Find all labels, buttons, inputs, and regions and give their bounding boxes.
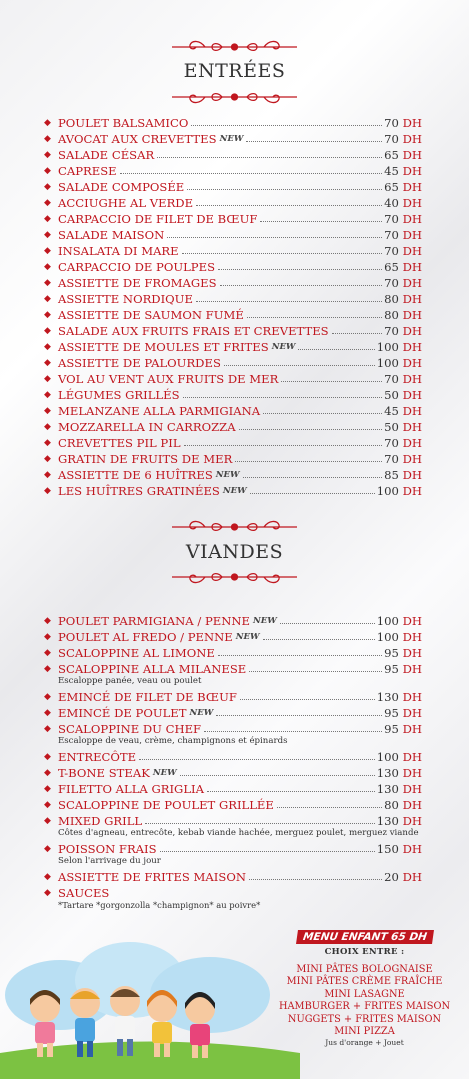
diamond-bullet-icon: ◆ — [44, 214, 51, 224]
menu-item-name: MELANZANE ALLA PARMIGIANA — [58, 404, 261, 418]
menu-item-price: 20 DH — [384, 870, 422, 884]
menu-item-name: LES HUÎTRES GRATINÉES — [58, 484, 220, 498]
dot-leader — [277, 807, 382, 808]
menu-item-name: ASSIETTE DE FROMAGES — [58, 276, 217, 290]
dot-leader — [145, 823, 375, 824]
diamond-bullet-icon: ◆ — [44, 358, 51, 368]
menu-item-price: 85 DH — [384, 468, 422, 482]
menu-item-name: EMINCÉ DE FILET DE BŒUF — [58, 690, 237, 704]
menu-item-price: 150 DH — [376, 842, 422, 856]
sauces-note: *Tartare *gorgonzolla *champignon* au poivre* — [58, 900, 261, 910]
menu-item — [44, 226, 422, 242]
dot-leader — [184, 445, 383, 446]
menu-item-description: Côtes d'agneau, entrecôte, kebab viande hachée, merguez poulet, merguez viande — [58, 828, 419, 838]
kids-menu-item: MINI PIZZA — [334, 1026, 395, 1038]
menu-item-name: ASSIETTE DE PALOURDES — [58, 356, 221, 370]
menu-item-name: POULET BALSAMICO — [58, 116, 189, 130]
new-badge: NEW — [235, 632, 260, 642]
diamond-bullet-icon: ◆ — [44, 816, 51, 826]
diamond-bullet-icon: ◆ — [44, 708, 51, 718]
menu-item-price: 65 DH — [384, 260, 422, 274]
menu-item-price: 70 DH — [384, 212, 422, 226]
menu-item — [44, 482, 422, 498]
menu-item-price: 130 DH — [376, 690, 422, 704]
kids-menu — [272, 925, 457, 1047]
menu-item-price: 95 DH — [384, 646, 422, 660]
menu-item-name: SAUCES — [58, 886, 110, 900]
diamond-bullet-icon: ◆ — [44, 230, 51, 240]
menu-item-name: ENTRECÔTE — [58, 750, 137, 764]
menu-item — [44, 796, 422, 812]
menu-item-name: GRATIN DE FRUITS DE MER — [58, 452, 233, 466]
menu-item — [44, 466, 422, 482]
diamond-bullet-icon: ◆ — [44, 422, 51, 432]
kids-menu-item: MINI PÂTES BOLOGNAISE — [296, 964, 433, 975]
menu-item — [44, 688, 422, 704]
menu-item-price: 130 DH — [376, 814, 422, 828]
menu-item — [44, 210, 422, 226]
dot-leader — [249, 879, 382, 880]
menu-item-price: 95 DH — [384, 722, 422, 736]
diamond-bullet-icon: ◆ — [44, 182, 51, 192]
new-badge: NEW — [189, 708, 214, 718]
kids-menu-item: MINI LASAGNE — [324, 988, 405, 1000]
viandes-list — [44, 612, 422, 911]
menu-item-price: 100 DH — [376, 340, 422, 354]
menu-item — [44, 370, 422, 386]
kids-illustration — [0, 935, 300, 1079]
menu-item — [44, 704, 422, 720]
dot-leader — [207, 791, 375, 792]
menu-item-name: SCALOPPINE DU CHEF — [58, 722, 202, 736]
new-badge: NEW — [222, 486, 247, 496]
diamond-bullet-icon: ◆ — [44, 784, 51, 794]
diamond-bullet-icon: ◆ — [44, 648, 51, 658]
menu-item — [44, 748, 422, 764]
menu-item-price: 100 DH — [376, 750, 422, 764]
entrees-list — [44, 114, 422, 498]
menu-item — [44, 242, 422, 258]
menu-item — [44, 290, 422, 306]
diamond-bullet-icon: ◆ — [44, 752, 51, 762]
ornament-bottom-2 — [0, 568, 469, 586]
diamond-bullet-icon: ◆ — [44, 872, 51, 882]
menu-item-name: ASSIETTE DE MOULES ET FRITES — [58, 340, 269, 354]
diamond-bullet-icon: ◆ — [44, 888, 51, 898]
menu-item — [44, 386, 422, 402]
menu-item-name: CREVETTES PIL PIL — [58, 436, 181, 450]
dot-leader — [187, 189, 382, 190]
dot-leader — [281, 381, 382, 382]
diamond-bullet-icon: ◆ — [44, 664, 51, 674]
diamond-bullet-icon: ◆ — [44, 768, 51, 778]
dot-leader — [183, 397, 383, 398]
menu-item-name: AVOCAT AUX CREVETTES — [58, 132, 217, 146]
menu-item-description: Selon l'arrivage du jour — [58, 856, 161, 866]
menu-item — [44, 322, 422, 338]
kids-menu-items — [272, 964, 457, 1038]
dot-leader — [167, 237, 382, 238]
diamond-bullet-icon: ◆ — [44, 246, 51, 256]
menu-item-price: 45 DH — [384, 164, 422, 178]
menu-item-name: MIXED GRILL — [58, 814, 143, 828]
dot-leader — [216, 715, 382, 716]
kids-menu-item: HAMBURGER + FRITES MAISON — [278, 1001, 451, 1013]
menu-item — [44, 402, 422, 418]
dot-leader — [247, 317, 382, 318]
dot-leader — [263, 639, 375, 640]
menu-item-price: 80 DH — [384, 308, 422, 322]
diamond-bullet-icon: ◆ — [44, 166, 51, 176]
dot-leader — [249, 671, 382, 672]
menu-item-price: 45 DH — [384, 404, 422, 418]
dot-leader — [298, 349, 374, 350]
menu-item-name: T-BONE STEAK — [58, 766, 150, 780]
menu-item — [44, 868, 422, 884]
diamond-bullet-icon: ◆ — [44, 486, 51, 496]
ornament-bottom-1 — [0, 88, 469, 106]
diamond-bullet-icon: ◆ — [44, 310, 51, 320]
menu-item — [44, 418, 422, 434]
menu-item-price: 65 DH — [384, 148, 422, 162]
menu-item-price: 65 DH — [384, 180, 422, 194]
diamond-bullet-icon: ◆ — [44, 724, 51, 734]
menu-item-name: VOL AU VENT AUX FRUITS DE MER — [58, 372, 279, 386]
menu-item-name: CARPACCIO DE FILET DE BŒUF — [58, 212, 258, 226]
menu-item-name: ASSIETTE NORDIQUE — [58, 292, 193, 306]
diamond-bullet-icon: ◆ — [44, 438, 51, 448]
diamond-bullet-icon: ◆ — [44, 390, 51, 400]
menu-item-name: SALADE AUX FRUITS FRAIS ET CREVETTES — [58, 324, 329, 338]
menu-item — [44, 450, 422, 466]
diamond-bullet-icon: ◆ — [44, 470, 51, 480]
dot-leader — [191, 125, 382, 126]
menu-item-description: Escaloppe de veau, crème, champignons et épinards — [58, 736, 288, 746]
dot-leader — [235, 461, 382, 462]
dot-leader — [240, 699, 375, 700]
menu-item-price: 100 DH — [376, 630, 422, 644]
diamond-bullet-icon: ◆ — [44, 374, 51, 384]
menu-item-name: FILETTO ALLA GRIGLIA — [58, 782, 204, 796]
dot-leader — [280, 623, 375, 624]
menu-item — [44, 146, 422, 162]
dot-leader — [157, 157, 382, 158]
menu-item-price: 70 DH — [384, 436, 422, 450]
menu-item-name: POISSON FRAIS — [58, 842, 157, 856]
menu-item-price: 40 DH — [384, 196, 422, 210]
diamond-bullet-icon: ◆ — [44, 342, 51, 352]
menu-item — [44, 780, 422, 796]
diamond-bullet-icon: ◆ — [44, 198, 51, 208]
menu-item-name: EMINCÉ DE POULET — [58, 706, 187, 720]
diamond-bullet-icon: ◆ — [44, 326, 51, 336]
menu-item — [44, 644, 422, 660]
menu-item-name: ASSIETTE DE 6 HUÎTRES — [58, 468, 213, 482]
menu-item-price: 50 DH — [384, 388, 422, 402]
menu-item — [44, 306, 422, 322]
kids-menu-item: MINI PÂTES CRÈME FRAÎCHE — [286, 976, 443, 988]
menu-item — [44, 812, 422, 828]
menu-item-price: 130 DH — [376, 782, 422, 796]
dot-leader — [250, 493, 375, 494]
dot-leader — [139, 759, 375, 760]
new-badge: NEW — [215, 470, 240, 480]
menu-item-price: 80 DH — [384, 798, 422, 812]
dot-leader — [196, 205, 382, 206]
menu-item — [44, 840, 422, 856]
diamond-bullet-icon: ◆ — [44, 294, 51, 304]
menu-item — [44, 660, 422, 676]
diamond-bullet-icon: ◆ — [44, 262, 51, 272]
diamond-bullet-icon: ◆ — [44, 150, 51, 160]
diamond-bullet-icon: ◆ — [44, 278, 51, 288]
menu-item — [44, 434, 422, 450]
menu-item-price: 70 DH — [384, 228, 422, 242]
dot-leader — [332, 333, 383, 334]
ornament-top-1 — [0, 38, 469, 56]
new-badge: NEW — [219, 134, 244, 144]
menu-item — [44, 338, 422, 354]
ornament-top-2 — [0, 518, 469, 536]
menu-item-name: ACCIUGHE AL VERDE — [58, 196, 194, 210]
menu-item-name: SALADE MAISON — [58, 228, 165, 242]
menu-item-name: SCALOPPINE DE POULET GRILLÉE — [58, 798, 274, 812]
section-title-viandes: VIANDES — [185, 541, 284, 563]
menu-item — [44, 884, 422, 900]
dot-leader — [243, 477, 383, 478]
menu-item-name: LÉGUMES GRILLÉS — [58, 388, 180, 402]
menu-item-price: 100 DH — [376, 356, 422, 370]
kids-menu-item: NUGGETS + FRITES MAISON — [287, 1013, 442, 1025]
new-badge: NEW — [271, 342, 296, 352]
diamond-bullet-icon: ◆ — [44, 118, 51, 128]
diamond-bullet-icon: ◆ — [44, 800, 51, 810]
menu-item-name: SCALOPPINE ALLA MILANESE — [58, 662, 247, 676]
diamond-bullet-icon: ◆ — [44, 616, 51, 626]
menu-item-name: SALADE CÉSAR — [58, 148, 155, 162]
menu-item-name: ASSIETTE DE SAUMON FUMÉ — [58, 308, 244, 322]
dot-leader — [180, 775, 375, 776]
menu-item-name: POULET PARMIGIANA / PENNE — [58, 614, 250, 628]
menu-item — [44, 194, 422, 210]
dot-leader — [182, 253, 383, 254]
menu-item-price: 70 DH — [384, 324, 422, 338]
menu-item-price: 70 DH — [384, 132, 422, 146]
menu-item-price: 70 DH — [384, 116, 422, 130]
menu-item — [44, 114, 422, 130]
menu-item — [44, 612, 422, 628]
menu-item-description: Escaloppe panée, veau ou poulet — [58, 676, 202, 686]
menu-item-name: ASSIETTE DE FRITES MAISON — [58, 870, 246, 884]
menu-item — [44, 720, 422, 736]
menu-item-price: 70 DH — [384, 244, 422, 258]
menu-item-name: CARPACCIO DE POULPES — [58, 260, 216, 274]
menu-item-name: INSALATA DI MARE — [58, 244, 179, 258]
menu-item-price: 100 DH — [376, 484, 422, 498]
new-badge: NEW — [152, 768, 177, 778]
menu-item-price: 70 DH — [384, 452, 422, 466]
menu-item-price: 70 DH — [384, 276, 422, 290]
menu-item — [44, 628, 422, 644]
menu-item-price: 50 DH — [384, 420, 422, 434]
menu-item — [44, 178, 422, 194]
diamond-bullet-icon: ◆ — [44, 406, 51, 416]
dot-leader — [120, 173, 382, 174]
menu-item — [44, 258, 422, 274]
menu-item — [44, 274, 422, 290]
dot-leader — [196, 301, 382, 302]
dot-leader — [224, 365, 375, 366]
menu-item-name: SALADE COMPOSÉE — [58, 180, 185, 194]
dot-leader — [160, 851, 375, 852]
kids-menu-title: MENU ENFANT 65 DH — [296, 930, 434, 944]
menu-item-price: 70 DH — [384, 372, 422, 386]
new-badge: NEW — [252, 616, 277, 626]
menu-item-name: POULET AL FREDO / PENNE — [58, 630, 233, 644]
menu-item-price: 95 DH — [384, 706, 422, 720]
menu-item — [44, 162, 422, 178]
dot-leader — [239, 429, 383, 430]
dot-leader — [263, 413, 382, 414]
menu-item-price: 95 DH — [384, 662, 422, 676]
kids-menu-footer: Jus d'orange + Jouet — [325, 1038, 404, 1048]
dot-leader — [218, 655, 382, 656]
section-title-entrees: ENTRÉES — [183, 60, 286, 82]
diamond-bullet-icon: ◆ — [44, 134, 51, 144]
menu-item-name: CAPRESE — [58, 164, 117, 178]
dot-leader — [220, 285, 383, 286]
menu-item-price: 100 DH — [376, 614, 422, 628]
menu-item-name: SCALOPPINE AL LIMONE — [58, 646, 215, 660]
diamond-bullet-icon: ◆ — [44, 844, 51, 854]
menu-item-name: MOZZARELLA IN CARROZZA — [58, 420, 236, 434]
diamond-bullet-icon: ◆ — [44, 632, 51, 642]
diamond-bullet-icon: ◆ — [44, 692, 51, 702]
dot-leader — [246, 141, 382, 142]
dot-leader — [204, 731, 382, 732]
menu-item-price: 130 DH — [376, 766, 422, 780]
menu-item-price: 80 DH — [384, 292, 422, 306]
menu-item — [44, 130, 422, 146]
kids-menu-subtitle: CHOIX ENTRE : — [324, 947, 405, 957]
menu-item — [44, 764, 422, 780]
diamond-bullet-icon: ◆ — [44, 454, 51, 464]
menu-item — [44, 354, 422, 370]
dot-leader — [218, 269, 382, 270]
dot-leader — [260, 221, 382, 222]
